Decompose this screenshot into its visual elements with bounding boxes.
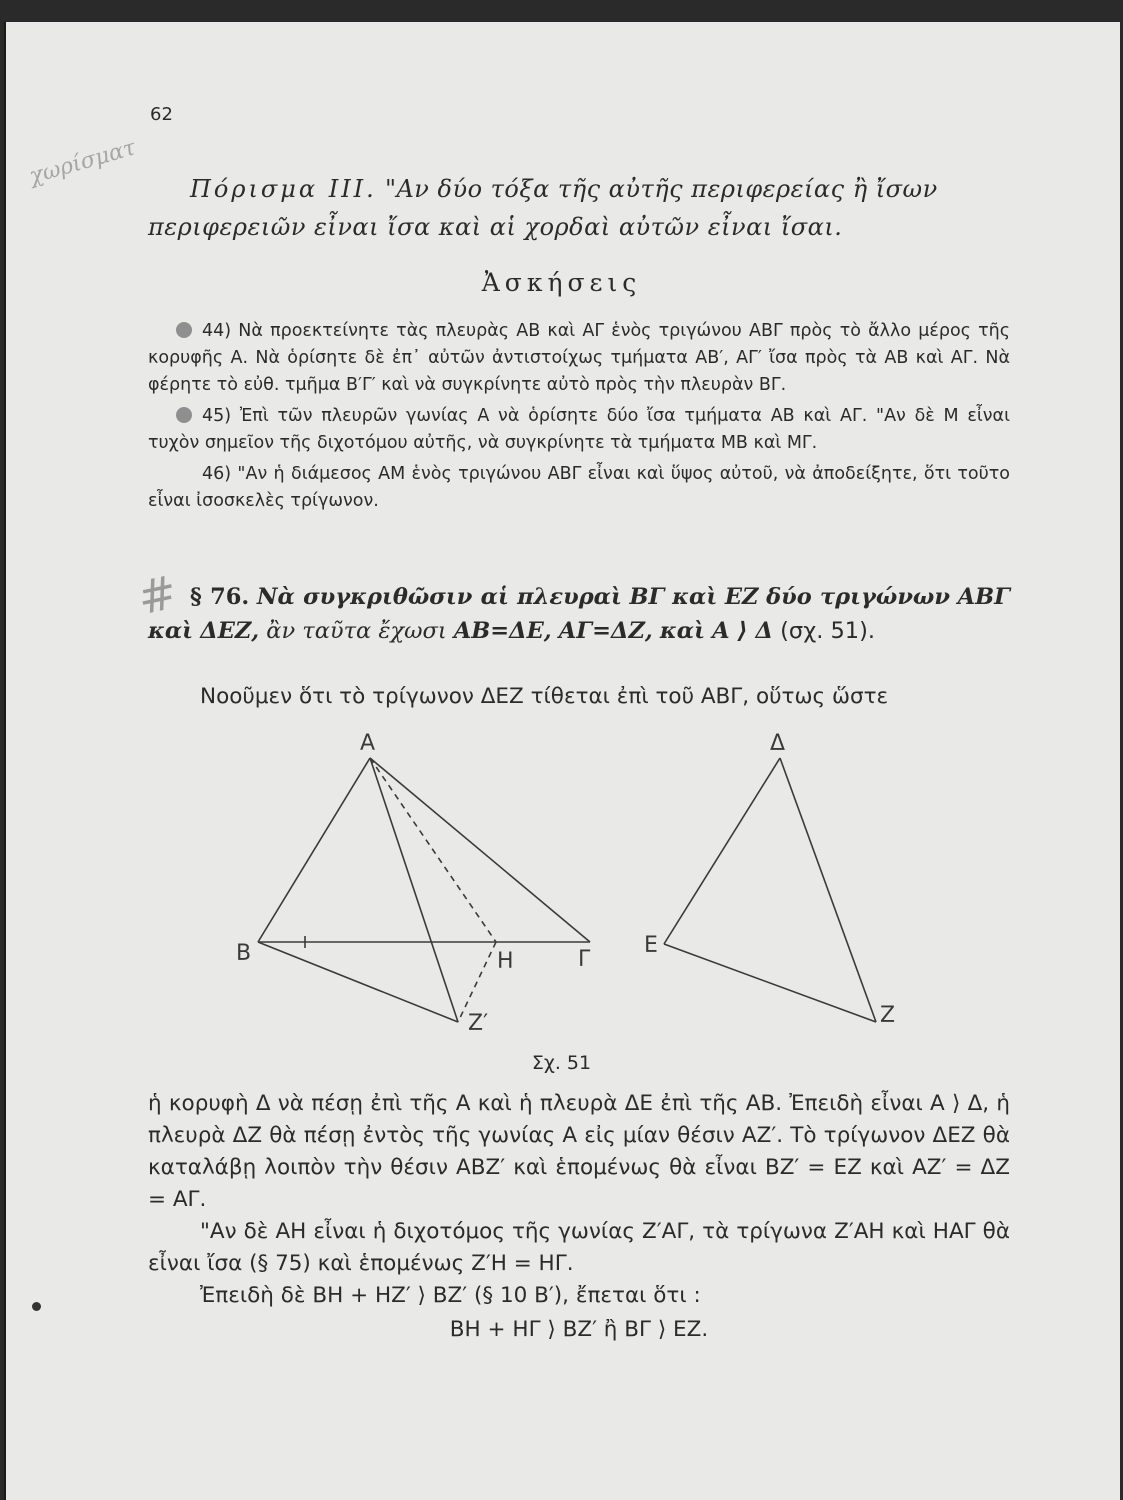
corollary <box>148 170 1010 246</box>
pencil-note: χωρίσματ <box>26 135 139 190</box>
section-number: § 76. <box>190 584 250 610</box>
proof-paragraph: Ἐπειδὴ δὲ ΒΗ + ΗΖ′ ⟩ ΒΖ′ (§ 10 Β′), ἔπεται ὅτι : <box>200 1283 701 1308</box>
proof-paragraph: ἡ κορυφὴ Δ νὰ πέσῃ ἐπὶ τῆς Α καὶ ἡ πλευρὰ ΔΕ ἐπὶ τῆς ΑΒ. Ἐπειδὴ εἶναι Α ⟩ Δ, ἡ πλευρὰ ΔΖ θὰ πέσῃ ἐντὸς τῆς γωνίας Α εἰς μίαν θέσιν ΑΖ′. Τὸ τρίγωνον ΔΕΖ θὰ καταλάβῃ λοιπὸν τὴν θέσιν ΑΒΖ′ καὶ ἑπομένως θὰ εἶναι ΒΖ′ = ΕΖ καὶ ΑΖ′ = ΔΖ = ΑΓ. <box>148 1091 1010 1212</box>
label-H: Η <box>497 949 514 974</box>
margin-dot <box>32 1302 41 1311</box>
label-Zp: Ζ′ <box>468 1011 489 1036</box>
proof-conclusion: ΒΗ + ΗΓ ⟩ ΒΖ′ ἢ ΒΓ ⟩ ΕΖ. <box>449 1317 709 1342</box>
label-A: Α <box>360 731 376 756</box>
page-number: 62 <box>150 104 173 125</box>
label-B: Β <box>236 941 252 966</box>
exercise-item: 44) Νὰ προεκτείνητε τὰς πλευρὰς ΑΒ καὶ ΑΓ ἑνὸς τριγώνου ΑΒΓ πρὸς τὸ ἄλλο μέρος τῆς κορυφῆς Α. Νὰ ὁρίσητε δὲ ἐπ᾽ αὐτῶν ἀντιστοίχως τμήματα ΑΒ′, ΑΓ′ ἴσα πρὸς τὰ ΑΒ καὶ ΑΓ. Νὰ φέρητε τὸ εὐθ. τμῆμα Β′Γ′ καὶ νὰ συγκρίνητε αὐτὸ πρὸς τὴν πλευρὰν ΒΓ. <box>148 321 1010 395</box>
proof-text <box>148 1088 1010 1346</box>
exercises-heading: Ἀσκήσεις <box>481 268 642 297</box>
label-G: Γ <box>578 947 591 972</box>
corollary-label: Πόρισμα ΙΙΙ. <box>190 175 377 203</box>
pencil-mark <box>176 407 192 423</box>
exercise-item: 46) "Αν ἡ διάμεσος ΑΜ ἑνὸς τριγώνου ΑΒΓ εἶναι καὶ ὕψος αὐτοῦ, νὰ ἀποδείξητε, ὅτι τοῦτο εἶναι ἰσοσκελὲς τρίγωνον. <box>148 464 1010 511</box>
proof-paragraph: "Αν δὲ ΑΗ εἶναι ἡ διχοτόμος τῆς γωνίας Ζ′ΑΓ, τὰ τρίγωνα Ζ′ΑΗ καὶ ΗΑΓ θὰ εἶναι ἴσα (§ 75) καὶ ἑπομένως Ζ′Η = ΗΓ. <box>148 1219 1010 1276</box>
corollary-text: "Αν δύο τόξα τῆς αὐτῆς περιφερείας ἢ ἴσων περιφερειῶν εἶναι ἴσα καὶ αἱ χορδαὶ αὐτῶν εἶναι ἴσαι. <box>148 175 938 241</box>
exercises-list <box>148 318 1010 519</box>
notice-line: Νοοῦμεν ὅτι τὸ τρίγωνον ΔΕΖ τίθεται ἐπὶ τοῦ ΑΒΓ, οὕτως ὥστε <box>200 684 889 709</box>
pencil-hash-mark: # <box>132 564 182 626</box>
exercise-item: 45) Ἐπὶ τῶν πλευρῶν γωνίας Α νὰ ὁρίσητε δύο ἴσα τμήματα ΑΒ καὶ ΑΓ. "Αν δὲ Μ εἶναι τυχὸν σημεῖον τῆς διχοτόμου αὐτῆς, νὰ συγκρίνητε τὰ τμήματα ΜΒ καὶ ΜΓ. <box>148 406 1010 453</box>
pencil-mark <box>176 322 192 338</box>
label-E: Ε <box>644 933 658 958</box>
label-D: Δ <box>770 731 786 756</box>
label-Z: Ζ <box>880 1003 896 1028</box>
section-76: § 76. Νὰ συγκριθῶσιν αἱ πλευραὶ ΒΓ καὶ ΕΖ δύο τριγώνων ΑΒΓ καὶ ΔΕΖ, ἂν ταῦτα ἔχωσι ΑΒ=ΔΕ, ΑΓ=ΔΖ, καὶ Α ⟩ Δ (σχ. 51). <box>148 584 1011 644</box>
figure-caption: Σχ. 51 <box>531 1052 592 1074</box>
